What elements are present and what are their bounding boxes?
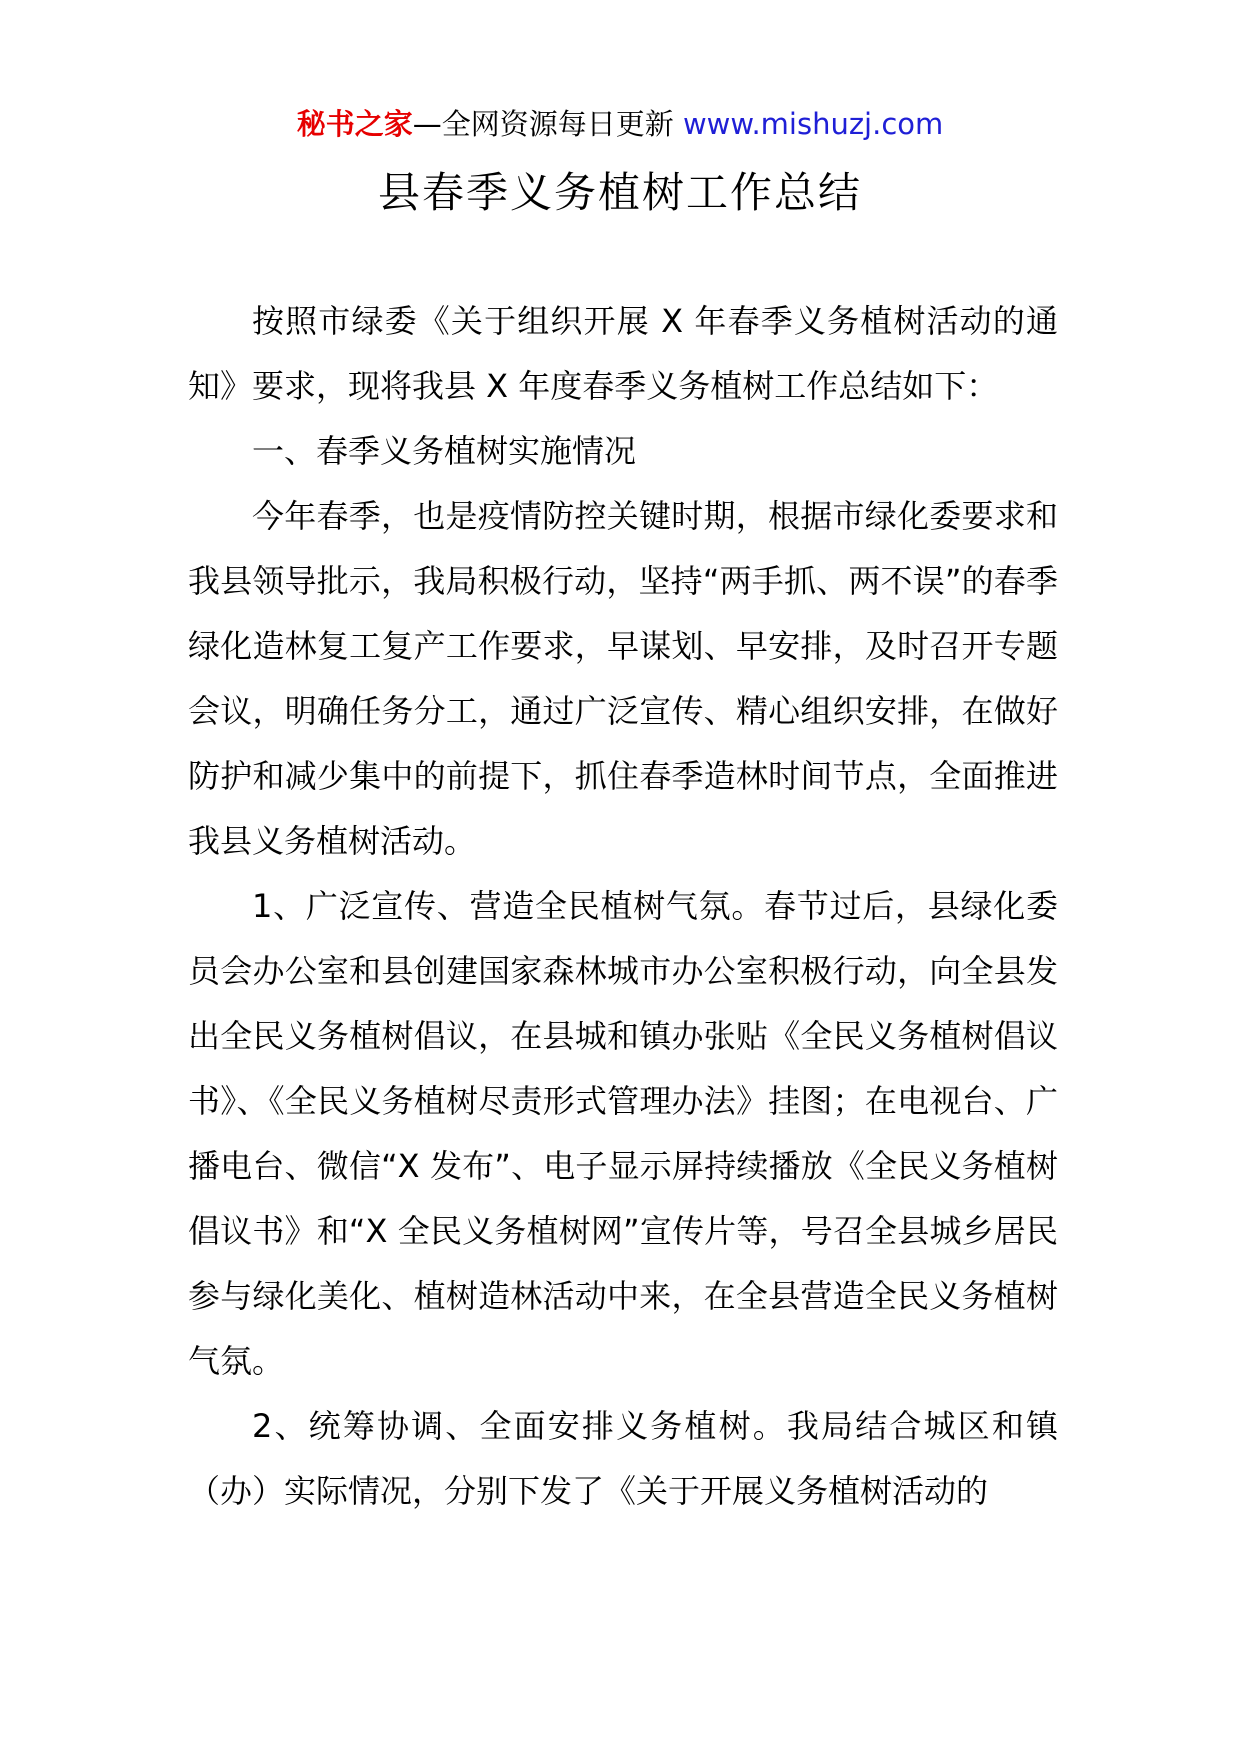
body-paragraph: 2、统筹协调、全面安排义务植树。我局结合城区和镇（办）实际情况，分别下发了《关于开展义务植树活动的 — [188, 1407, 1058, 1510]
section-heading: 一、春季义务植树实施情况 — [252, 432, 637, 470]
brand-name: 秘书之家 — [296, 107, 413, 141]
intro-paragraph: 按照市绿委《关于组织开展 X 年春季义务植树活动的通知》要求，现将我县 X 年度春季义务植树工作总结如下： — [188, 302, 1058, 405]
document-body — [188, 289, 1058, 1524]
body-paragraph: 今年春季，也是疫情防控关键时期，根据市绿化委要求和我县领导批示，我局积极行动，坚持“两手抓、两不误”的春季绿化造林复工复产工作要求，早谋划、早安排，及时召开专题会议，明确任务分工，通过广泛宣传、精心组织安排，在做好防护和减少集中的前提下，抓住春季造林时间节点，全面推进我县义务植树活动。 — [188, 497, 1058, 860]
document-title: 县春季义务植树工作总结 — [377, 168, 862, 217]
site-header — [0, 104, 1240, 144]
header-tagline: —全网资源每日更新 — [412, 107, 683, 141]
body-paragraph: 1、广泛宣传、营造全民植树气氛。春节过后，县绿化委员会办公室和县创建国家森林城市办公室积极行动，向全县发出全民义务植树倡议，在县城和镇办张贴《全民义务植树倡议书》、《全民义务植树尽责形式管理办法》挂图；在电视台、广播电台、微信“X 发布”、电子显示屏持续播放《全民义务植树倡议书》和“X 全民义务植树网”宣传片等，号召全县城乡居民参与绿化美化、植树造林活动中来，在全县营造全民义务植树气氛。 — [188, 887, 1058, 1380]
site-url-link[interactable]: www.mishuzj.com — [682, 107, 944, 141]
